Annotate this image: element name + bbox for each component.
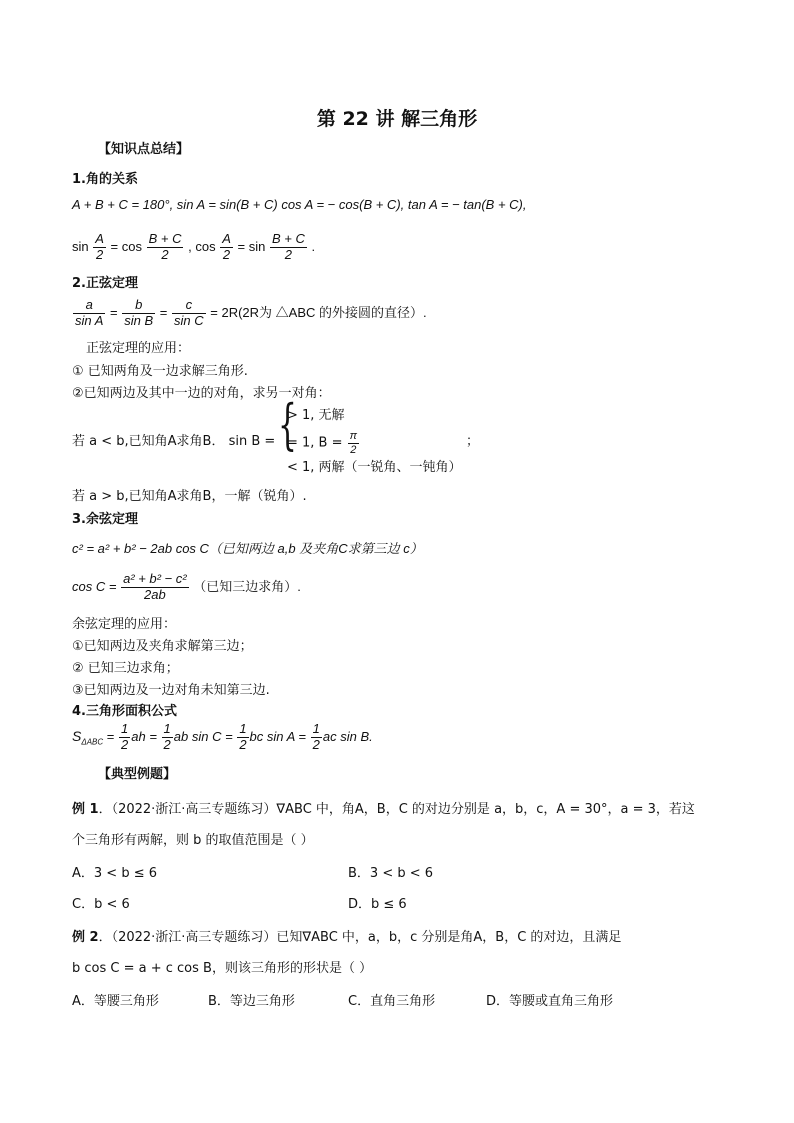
- area-formula: $S_{\Delta ABC}$ = $\frac{1}{2}$ ah = $\frac{1}{2}$ ab sin C = $\frac{1}{2}$ bc sin A = $\frac{1}{2}$ ac sin B.: [72, 721, 373, 752]
- example-1-option-b[interactable]: B．3 < b < 6: [348, 866, 434, 881]
- sine-law-formula: $\frac{a}{\text{sin A}}$ = $\frac{b}{\text{sin B}}$ = $\frac{c}{\text{sin C}}$ = 2R(2R为 △ABC 的外接圆的直径）.: [75, 297, 427, 328]
- sine-case-1: > 1, 无解: [287, 408, 345, 423]
- example-2-line1: 例 2．（2022·浙江·高三专题练习）已知∇ABC 中，a，b，c 分别是角A，B，C 的对边，且满足: [72, 930, 622, 945]
- section-4-heading: 4.三角形面积公式: [72, 704, 177, 719]
- cosine-law: c² = a² + b² − 2ab cos C（已知两边 a,b 及夹角C求第三边 c）: [72, 541, 423, 556]
- sine-case-end: ；: [466, 434, 480, 449]
- example-2-line2: b cos C = a + c cos B，则该三角形的形状是（ ）: [72, 961, 373, 976]
- sine-case-prefix: 若 a < b,已知角A求角B． sin B =: [72, 434, 276, 449]
- example-1-option-c[interactable]: C．b < 6: [72, 897, 130, 912]
- section-2-heading: 2.正弦定理: [72, 276, 138, 291]
- examples-header: 【典型例题】: [98, 767, 177, 782]
- sine-case-3: < 1, 两解（一锐角、一钝角）: [287, 460, 462, 475]
- cosine-app-title: 余弦定理的应用：: [72, 617, 177, 632]
- example-1-option-a[interactable]: A．3 < b ≤ 6: [72, 866, 158, 881]
- page-title: 第 22 讲 解三角形: [316, 108, 478, 130]
- example-2-option-c[interactable]: C．直角三角形: [348, 994, 436, 1009]
- cosine-app-2: ② 已知三边求角；: [72, 661, 179, 676]
- sine-case-4: 若 a > b,已知角A求角B，一解（锐角）.: [72, 489, 307, 504]
- summary-header: 【知识点总结】: [98, 142, 190, 157]
- example-2-option-a[interactable]: A．等腰三角形: [72, 994, 159, 1009]
- cosine-app-1: ①已知两边及夹角求解第三边；: [72, 639, 253, 654]
- angle-relation-line2: sin $\frac{A}{2}$ = cos $\frac{B + C}{2}$ , cos $\frac{A}{2}$ = sin $\frac{B + C}{2}$ .: [72, 231, 316, 262]
- example-2-option-d[interactable]: D．等腰或直角三角形: [486, 994, 614, 1009]
- cosine-app-3: ③已知两边及一边对角未知第三边.: [72, 683, 270, 698]
- sine-law-app-1: ① 已知两角及一边求解三角形.: [72, 364, 248, 379]
- sine-law-app-2: ②已知两边及其中一边的对角，求另一对角：: [72, 386, 331, 401]
- example-2-option-b[interactable]: B．等边三角形: [208, 994, 295, 1009]
- example-1-line1: 例 1．（2022·浙江·高三专题练习）∇ABC 中，角A，B，C 的对边分别是 a，b，c，A = 30°，a = 3，若这: [72, 802, 695, 817]
- section-3-heading: 3.余弦定理: [72, 512, 138, 527]
- cosine-formula: cos C = $\frac{\text{a² + b² − c²}}{2ab}$ （已知三边求角）.: [72, 571, 301, 602]
- example-1-line2: 个三角形有两解，则 b 的取值范围是（ ）: [72, 833, 314, 848]
- left-brace-icon: {: [278, 393, 297, 456]
- example-1-option-d[interactable]: D．b ≤ 6: [348, 897, 407, 912]
- section-1-heading: 1.角的关系: [72, 172, 138, 187]
- sine-case-2: = 1, B = $\frac{\pi}{2}$: [287, 430, 358, 456]
- angle-relation-line1: A + B + C = 180°, sin A = sin(B + C) cos A = − cos(B + C), tan A = − tan(B + C),: [72, 197, 527, 212]
- sine-law-app-title: 正弦定理的应用：: [86, 341, 191, 356]
